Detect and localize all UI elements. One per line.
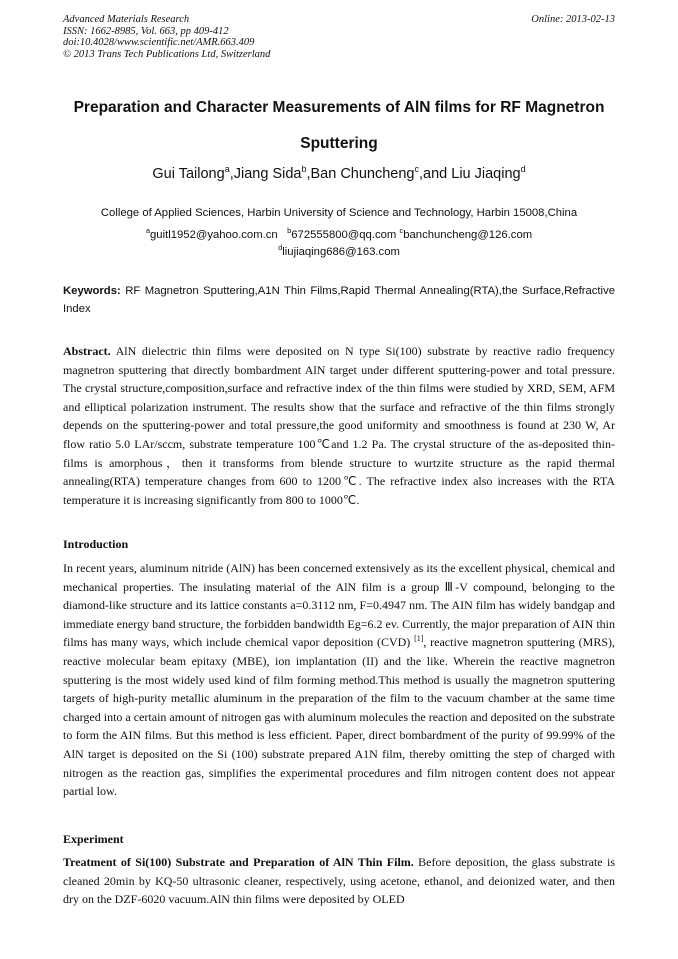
email-address: guitl1952@yahoo.com.cn xyxy=(150,229,278,241)
affiliation: College of Applied Sciences, Harbin University of Science and Technology, Harbin 15008,China xyxy=(100,207,578,219)
author-name: ,and Liu Jiaqing xyxy=(419,166,521,182)
experiment-heading: Experiment xyxy=(63,832,124,846)
author-emails xyxy=(40,227,638,261)
keywords-text: RF Magnetron Sputtering,A1N Thin Films,Rapid Thermal Annealing(RTA),the Surface,Refractive Index xyxy=(63,285,615,315)
title-line-2: Sputtering xyxy=(300,135,378,152)
introduction-text-2: , reactive magnetron sputtering (MRS), reactive molecular beam epitaxy (MBE), ion implantation (II) and the like. Wherein the reactive magnetron sputtering is the most widely used kind of film forming method.This method is usually the magnetron sputtering targets of high-purity metallic aluminum in the preparation of the film to the vacuum chamber at the same time charged into a certain amount of nitrogen gas with aluminum molecules the reaction and deposited on the substrate to form the AIN films. But this method is less efficient. Paper, direct bombardment of the purity of 99.99% of the AlN target is deposited on the Si (100) substrate prepared A1N film, thereby omitting the step of charged with nitrogen as the reaction gas, simplifies the experimental procedures and film nitrogen content does not appear partial low. xyxy=(63,635,615,799)
experiment-body xyxy=(63,853,615,909)
doi-line: doi:10.4028/www.scientific.net/AMR.663.409 xyxy=(63,37,255,48)
keywords xyxy=(63,282,615,318)
journal-name: Advanced Materials Research xyxy=(63,14,190,25)
author-marker: c xyxy=(414,164,419,175)
journal-header xyxy=(63,14,615,60)
email-line-1 xyxy=(40,227,638,244)
abstract-text: AlN dielectric thin films were deposited on N type Si(100) substrate by reactive radio frequency magnetron sputtering that directly bombardment AlN target under different sputtering-power and total pressure. The crystal structure,composition,surface and refractive index of the thin films were studied by XRD, SEM, AFM and elliptical polarization instrument. The results show that the surface and refractive of the thin films strongly depends on the sputtering-power and total pressure,the good uniformity and smoothness is found at 230 W, Ar flow ratio 5.0 LAr/sccm, substrate temperature 100℃and 1.2 Pa. The crystal structure of the as-deposited thin-films is amorphous，then it transforms from blende structure to wurtzite structure as the rapid thermal annealing(RTA) temperature changes from 600 to 1200℃. The refractive index also increases with the RTA temperature it is increasing significantly from 800 to 1000℃. xyxy=(63,344,615,507)
author-name: ,Jiang Sida xyxy=(229,166,302,182)
email-address: banchuncheng@126.com xyxy=(403,229,533,241)
title-line-1: Preparation and Character Measurements of AlN films for RF Magnetron xyxy=(73,99,605,116)
keywords-label: Keywords: xyxy=(63,285,121,297)
experiment-text: Before deposition, the glass substrate is cleaned 20min by KQ-50 ultrasonic cleaner, respectively, using acetone, ethanol, and deionized water, and then dry on the DZF-6020 vacuum.AlN thin films were deposited by OLED xyxy=(63,855,615,907)
author-marker: a xyxy=(224,164,230,175)
abstract-label: Abstract. xyxy=(63,344,111,358)
email-marker: c xyxy=(399,226,404,236)
email-line-2 xyxy=(40,244,638,261)
introduction-body xyxy=(63,559,615,801)
experiment-subheading: Treatment of Si(100) Substrate and Preparation of AlN Thin Film. xyxy=(63,855,414,869)
author-marker: d xyxy=(520,164,526,175)
citation-ref: [1] xyxy=(414,634,424,644)
online-date: Online: 2013-02-13 xyxy=(531,14,615,25)
email-address: liujiaqing686@163.com xyxy=(282,246,400,258)
author-list xyxy=(40,164,638,184)
email-address: 672555800@qq.com xyxy=(291,229,397,241)
copyright-line: © 2013 Trans Tech Publications Ltd, Switzerland xyxy=(63,48,271,60)
introduction-heading: Introduction xyxy=(63,537,129,551)
email-marker: b xyxy=(287,226,292,236)
author-name: ,Ban Chuncheng xyxy=(306,166,415,182)
email-marker: d xyxy=(278,243,283,253)
email-marker: a xyxy=(145,226,151,236)
issn-line: ISSN: 1662-8985, Vol. 663, pp 409-412 xyxy=(63,25,229,37)
author-marker: b xyxy=(301,164,307,175)
abstract xyxy=(63,342,615,509)
introduction-text-1: In recent years, aluminum nitride (AlN) has been concerned extensively as its the excellent physical, chemical and mechanical properties. The insulating material of the AlN film is a group Ⅲ-V compound, belonging to the diamond-like structure and its lattice constants a=0.3112 nm, F=0.4947 nm. The AIN film has widely bandgap and immediate energy band structure, the forbidden bandwidth Eg=6.2 ev. Currently, the major preparation of AIN thin films has many ways, which include chemical vapor deposition (CVD) xyxy=(63,561,615,650)
paper-title xyxy=(40,90,638,162)
author-name: Gui Tailong xyxy=(152,166,225,182)
